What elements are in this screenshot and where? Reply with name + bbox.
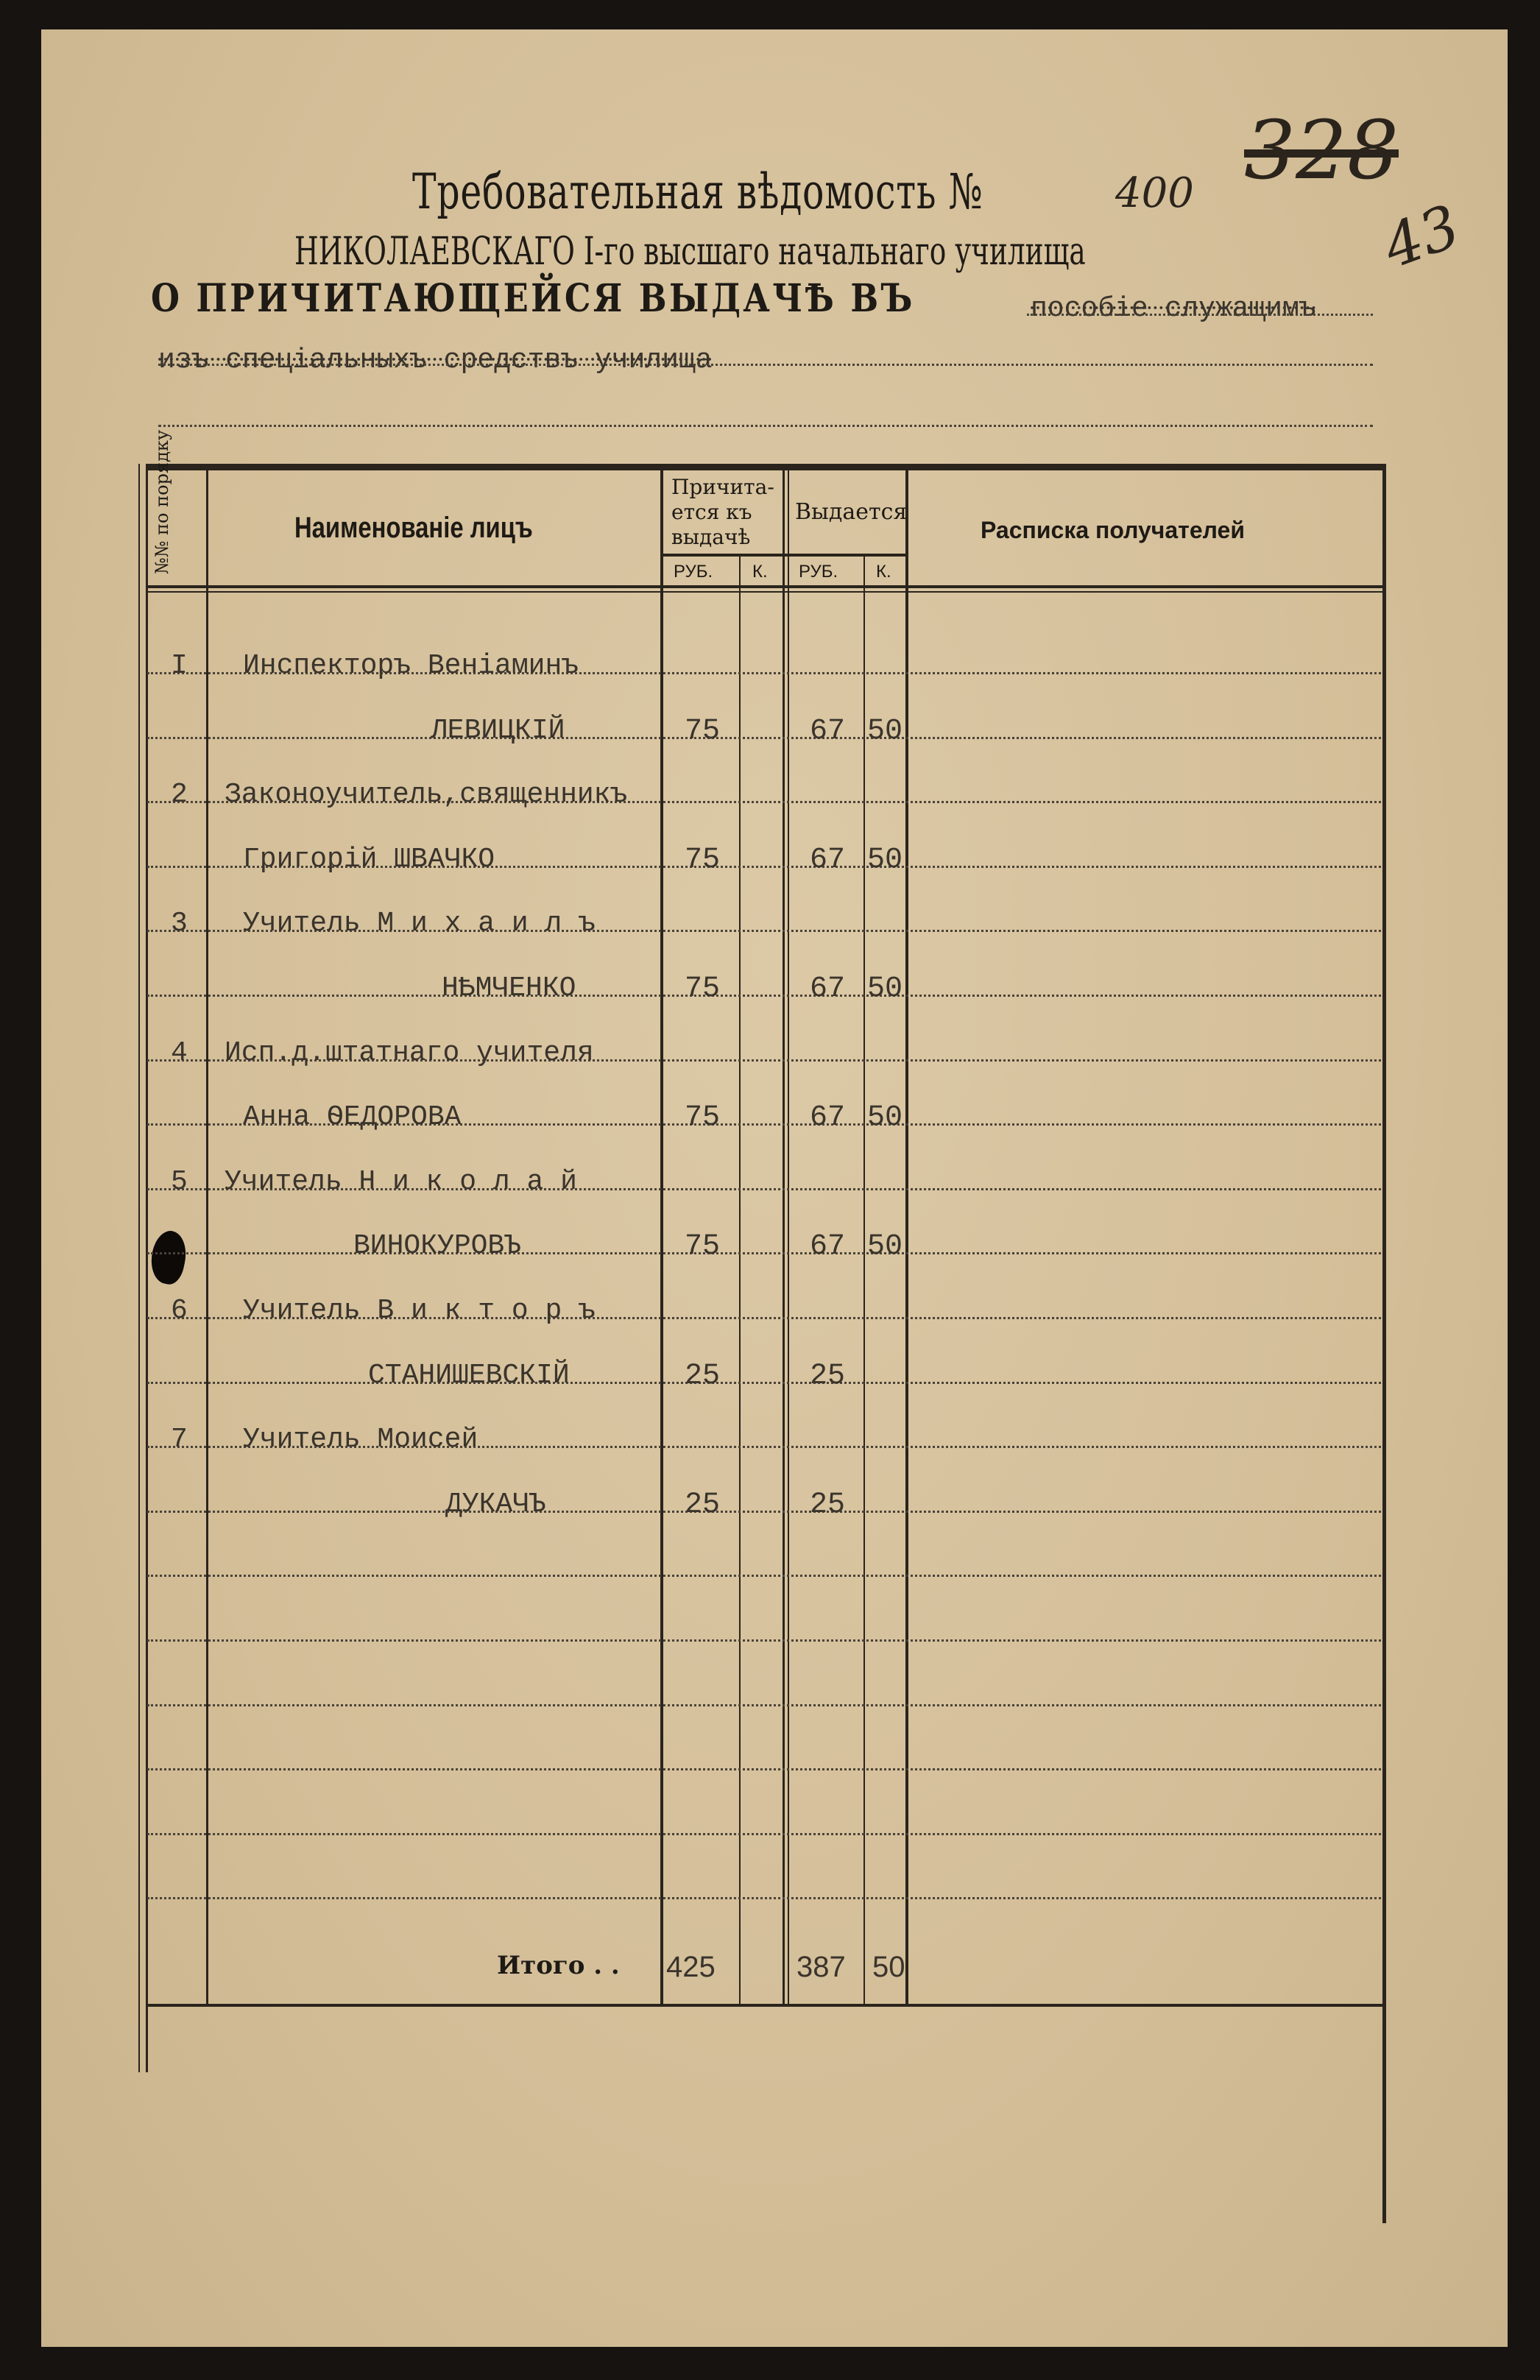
header-due-line: Причита- <box>671 475 774 499</box>
row-due-rub: 75 <box>685 1101 721 1135</box>
row-position: Законоучитель,священникъ <box>225 779 628 811</box>
row-dotted-line <box>147 995 1381 997</box>
row-number: 3 <box>171 908 188 940</box>
row-position: Учитель М и х а и л ъ <box>243 908 596 940</box>
header-due <box>671 475 774 550</box>
row-paid-kop: 50 <box>867 1230 903 1264</box>
row-paid-rub: 67 <box>810 714 846 748</box>
header-due-kop: К. <box>752 562 768 582</box>
row-paid-kop: 50 <box>867 714 903 748</box>
row-paid-rub: 67 <box>810 843 846 877</box>
row-dotted-line <box>147 1704 1381 1706</box>
row-paid-kop: 50 <box>867 843 903 877</box>
row-name: СТАНИШЕВСКІЙ <box>368 1359 570 1391</box>
header-divider <box>146 585 1385 588</box>
row-position: Учитель В и к т о р ъ <box>243 1295 596 1327</box>
dotted-line <box>158 425 1373 427</box>
row-paid-rub: 67 <box>810 972 846 1006</box>
header-paid: Выдается <box>795 499 908 525</box>
row-dotted-line <box>147 1252 1381 1254</box>
row-number: 6 <box>171 1295 188 1327</box>
header-name: Наименованіе лицъ <box>294 512 533 544</box>
school-name: НИКОЛАЕВСКАГО I-го высшаго начальнаго училища <box>294 230 1086 274</box>
column-divider <box>863 556 865 2007</box>
row-name: ВИНОКУРОВЪ <box>353 1230 522 1263</box>
row-name: ДУКАЧЪ <box>445 1488 546 1520</box>
row-number: I <box>171 650 188 682</box>
row-name: Анна ѲЕДОРОВА <box>243 1101 462 1134</box>
table-left-border <box>138 464 140 2072</box>
row-name: НѢМЧЕНКО <box>442 972 576 1004</box>
header-divider <box>146 591 1385 593</box>
row-due-rub: 25 <box>685 1488 721 1522</box>
row-dotted-line <box>147 1511 1381 1513</box>
row-number: 4 <box>171 1037 188 1069</box>
row-due-rub: 75 <box>685 843 721 877</box>
row-number: 7 <box>171 1424 188 1456</box>
row-due-rub: 75 <box>685 1230 721 1264</box>
total-label: Итого . . <box>497 1951 620 1980</box>
row-position: Учитель Н и к о л а й <box>225 1165 577 1198</box>
row-number: 5 <box>171 1165 188 1198</box>
column-divider <box>739 556 741 2007</box>
row-dotted-line <box>147 1575 1381 1577</box>
row-dotted-line <box>147 1833 1381 1835</box>
table-top-border <box>146 464 1385 470</box>
column-divider <box>905 464 908 2007</box>
row-paid-kop: 50 <box>867 972 903 1006</box>
row-due-rub: 75 <box>685 972 721 1006</box>
row-paid-rub: 67 <box>810 1101 846 1135</box>
row-position: Инспекторъ Веніаминъ <box>243 650 579 682</box>
header-receipt: Расписка получателей <box>981 517 1246 543</box>
row-dotted-line <box>147 737 1381 739</box>
purpose-typed: пособіе служащимъ <box>1031 293 1316 325</box>
header-due-line: ется къ <box>671 500 752 524</box>
row-name: Григорій ШВАЧКО <box>243 843 495 875</box>
archive-number: 43 <box>1374 191 1469 282</box>
column-divider <box>788 464 789 2007</box>
column-divider <box>206 464 208 2007</box>
document-title: Требовательная вѣдомость № <box>412 163 983 220</box>
dotted-line <box>1027 314 1373 316</box>
row-paid-kop: 50 <box>867 1101 903 1135</box>
header-due-rub: РУБ. <box>674 562 713 582</box>
header-paid-rub: РУБ. <box>799 562 838 582</box>
crossed-archive-number: 328 <box>1244 103 1399 197</box>
subheader-divider <box>663 554 907 557</box>
row-paid-rub: 25 <box>810 1359 846 1393</box>
row-position: Учитель Моисей <box>243 1424 478 1456</box>
row-paid-rub: 25 <box>810 1488 846 1522</box>
dotted-line <box>158 364 1373 366</box>
table-bottom-border <box>146 2004 1385 2007</box>
source-typed: изъ спеціальныхъ средствъ училища <box>158 345 713 376</box>
row-dotted-line <box>147 1639 1381 1642</box>
header-number: №№ по порядку <box>152 430 172 574</box>
table-right-border <box>1382 464 1386 2223</box>
row-dotted-line <box>147 1897 1381 1899</box>
handwritten-number: 400 <box>1115 169 1194 217</box>
purpose-prefix: О ПРИЧИТАЮЩЕЙСЯ ВЫДАЧѢ ВЪ <box>151 276 915 321</box>
column-divider <box>783 464 785 2007</box>
header-paid-kop: К. <box>876 562 891 582</box>
total-paid-rub: 387 <box>797 1951 846 1983</box>
row-dotted-line <box>147 1768 1381 1770</box>
row-due-rub: 75 <box>685 714 721 748</box>
table-left-border <box>146 464 148 2072</box>
header-due-line: выдачѣ <box>671 525 751 549</box>
row-position: Исп.д.штатнаго учителя <box>225 1037 594 1069</box>
total-paid-kop: 50 <box>872 1951 905 1983</box>
row-paid-rub: 67 <box>810 1230 846 1264</box>
total-due-rub: 425 <box>666 1951 716 1983</box>
row-name: ЛЕВИЦКІЙ <box>431 714 565 746</box>
column-divider <box>660 464 663 2007</box>
row-number: 2 <box>171 779 188 811</box>
row-dotted-line <box>147 1382 1381 1384</box>
row-due-rub: 25 <box>685 1359 721 1393</box>
